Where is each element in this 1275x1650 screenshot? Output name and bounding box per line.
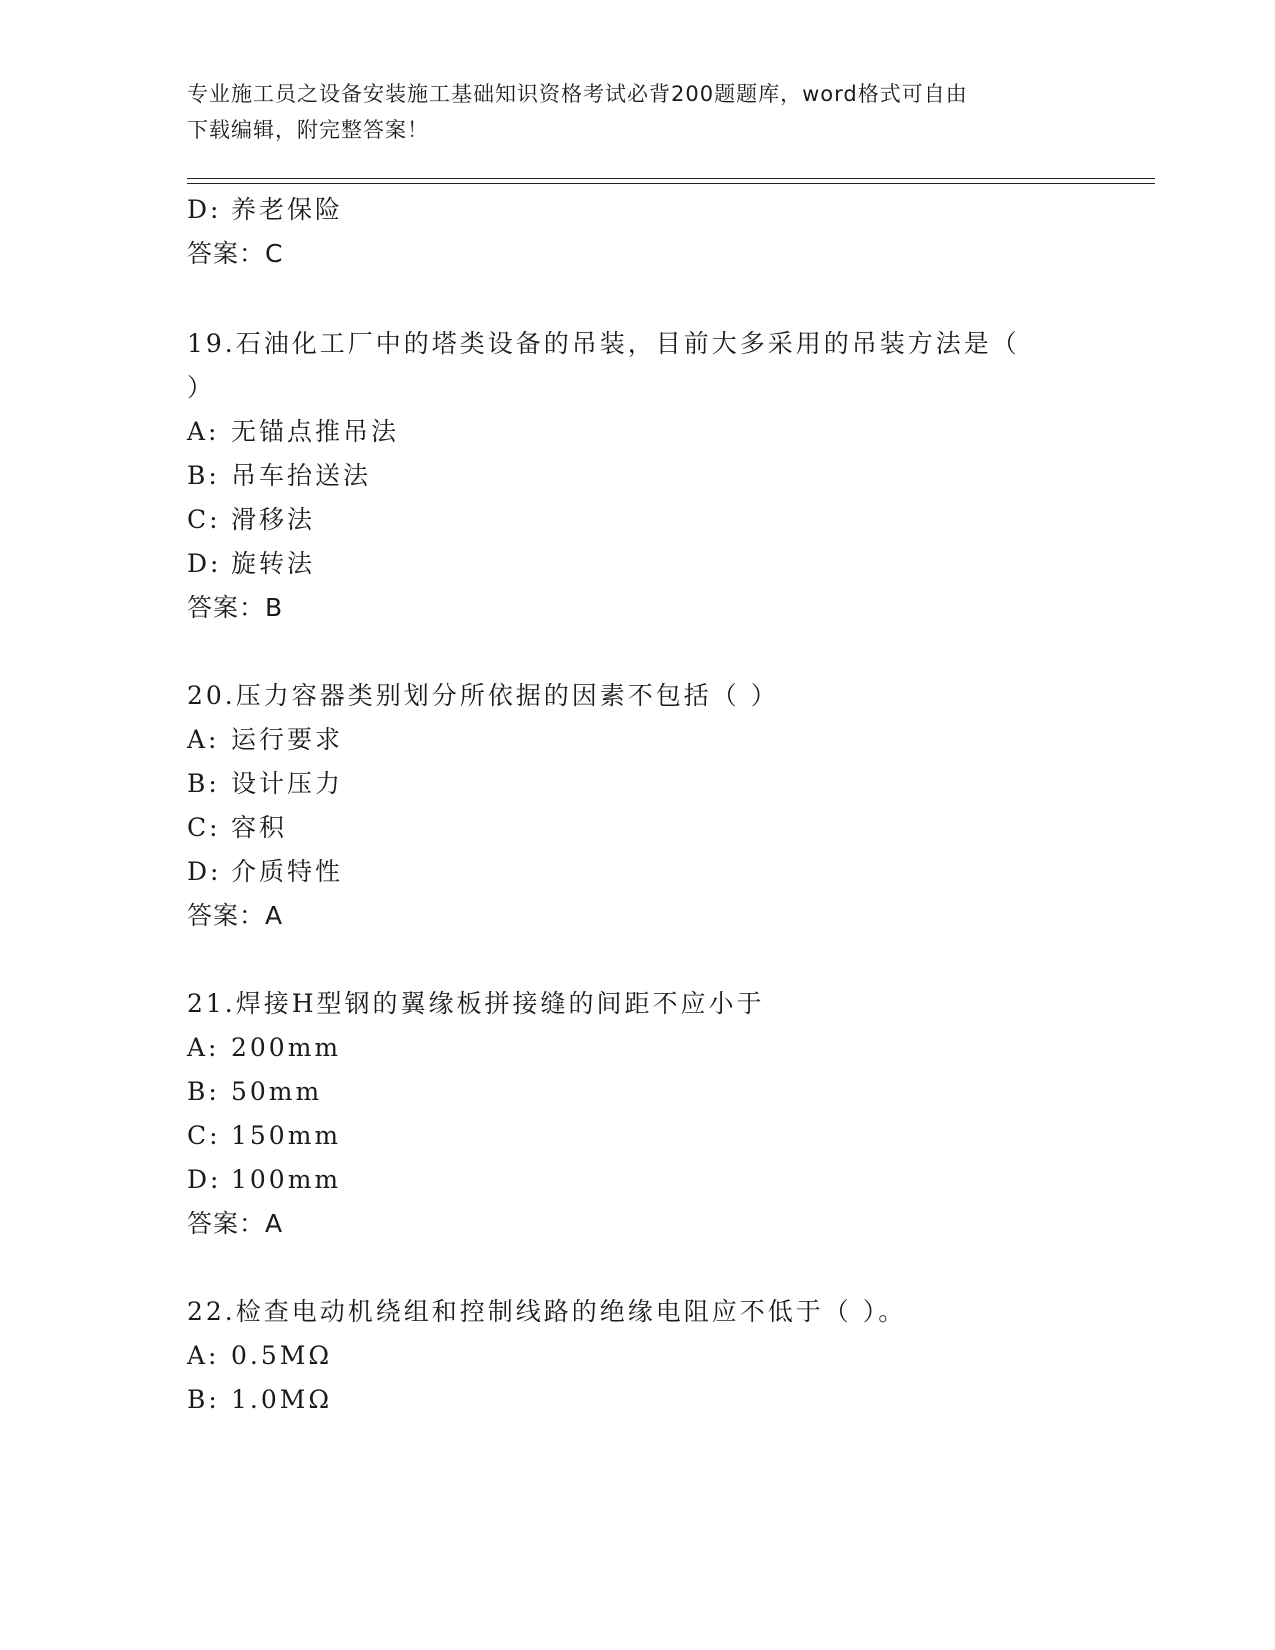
option-letter: B: bbox=[187, 769, 220, 798]
option-letter: A: bbox=[187, 725, 220, 754]
option-text: 养老保险 bbox=[231, 195, 344, 224]
option-c bbox=[187, 1120, 341, 1152]
option-a bbox=[187, 724, 343, 756]
header-title-line-2: 下载编辑，附完整答案！ bbox=[187, 118, 429, 142]
option-letter: C: bbox=[187, 1121, 221, 1150]
option-c bbox=[187, 812, 287, 844]
option-letter: D: bbox=[187, 857, 222, 886]
option-letter: B: bbox=[187, 1077, 220, 1106]
option-letter: A: bbox=[187, 1341, 220, 1370]
option-letter: C: bbox=[187, 505, 221, 534]
option-b bbox=[187, 1384, 332, 1416]
option-letter: C: bbox=[187, 813, 221, 842]
header-title-line-1: 专业施工员之设备安装施工基础知识资格考试必背200题题库，word格式可自由 bbox=[187, 82, 968, 106]
option-text: 1.0MΩ bbox=[231, 1385, 333, 1414]
option-text: 50mm bbox=[231, 1077, 323, 1106]
option-text: 0.5MΩ bbox=[231, 1341, 333, 1370]
option-a bbox=[187, 1340, 332, 1372]
question-stem: 19.石油化工厂中的塔类设备的吊装，目前大多采用的吊装方法是（ bbox=[187, 329, 1020, 358]
option-letter: A: bbox=[187, 417, 220, 446]
option-text: 无锚点推吊法 bbox=[231, 417, 400, 446]
option-b bbox=[187, 768, 343, 800]
question-stem: 20.压力容器类别划分所依据的因素不包括（ ） bbox=[187, 681, 779, 710]
option-letter: D: bbox=[187, 549, 222, 578]
option-a bbox=[187, 416, 399, 448]
option-d bbox=[187, 856, 343, 888]
option-d bbox=[187, 548, 315, 580]
answer-line: 答案：B bbox=[187, 593, 284, 622]
option-text: 吊车抬送法 bbox=[231, 461, 372, 490]
option-text: 容积 bbox=[231, 813, 288, 842]
option-text: 150mm bbox=[231, 1121, 342, 1150]
option-text: 旋转法 bbox=[231, 549, 316, 578]
option-text: 设计压力 bbox=[231, 769, 344, 798]
answer-line: 答案：A bbox=[187, 1209, 284, 1238]
answer-line: 答案：A bbox=[187, 901, 284, 930]
option-text: 介质特性 bbox=[231, 857, 344, 886]
option-d bbox=[187, 194, 343, 226]
option-letter: D: bbox=[187, 195, 222, 224]
option-a bbox=[187, 1032, 341, 1064]
option-c bbox=[187, 504, 315, 536]
option-letter: A: bbox=[187, 1033, 220, 1062]
header-divider-top bbox=[187, 178, 1155, 179]
option-letter: D: bbox=[187, 1165, 222, 1194]
document-header bbox=[187, 76, 1087, 148]
option-text: 滑移法 bbox=[231, 505, 316, 534]
option-text: 200mm bbox=[231, 1033, 342, 1062]
option-b bbox=[187, 460, 371, 492]
header-divider-bottom bbox=[187, 183, 1155, 184]
question-stem: 22.检查电动机绕组和控制线路的绝缘电阻应不低于（ ）。 bbox=[187, 1297, 907, 1326]
option-b bbox=[187, 1076, 322, 1108]
question-stem-continued: ） bbox=[187, 373, 216, 402]
answer-line: 答案：C bbox=[187, 239, 284, 268]
option-letter: B: bbox=[187, 1385, 220, 1414]
option-text: 100mm bbox=[231, 1165, 342, 1194]
option-letter: B: bbox=[187, 461, 220, 490]
question-stem: 21.焊接H型钢的翼缘板拼接缝的间距不应小于 bbox=[187, 989, 765, 1018]
option-d bbox=[187, 1164, 341, 1196]
option-text: 运行要求 bbox=[231, 725, 344, 754]
